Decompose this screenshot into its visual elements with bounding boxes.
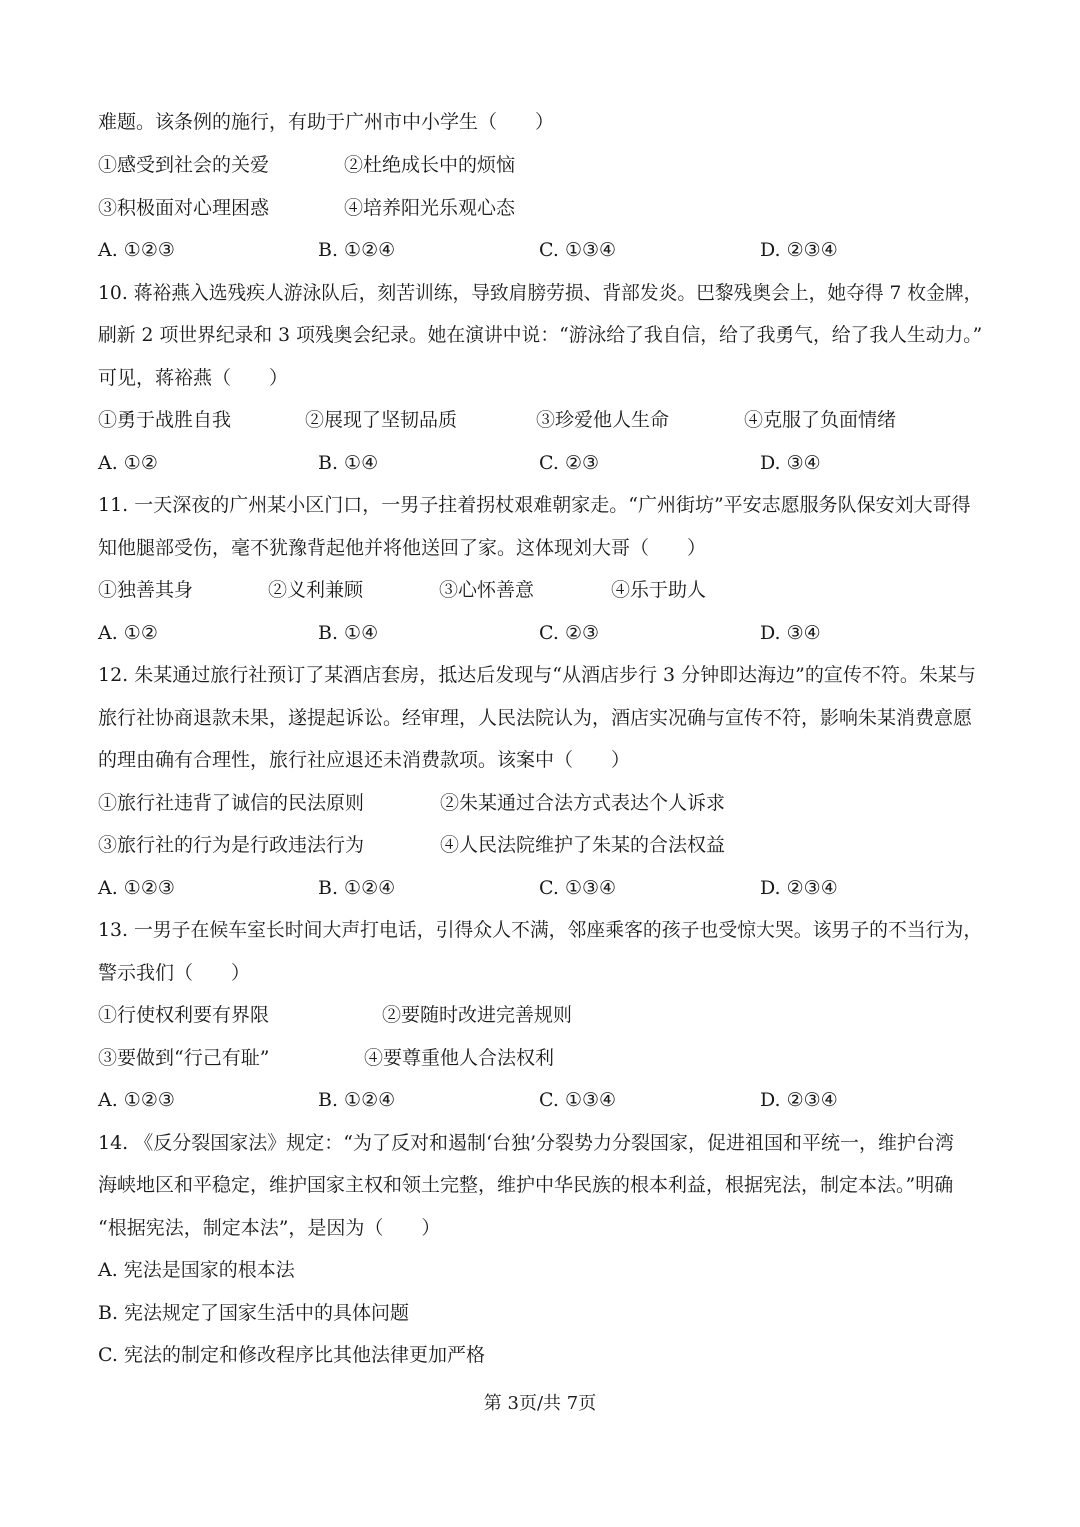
q10-option-d: D. ③④ <box>760 452 821 474</box>
q9-option-c: C. ①③④ <box>539 239 617 261</box>
q9-statement-4: ④培养阳光乐观心态 <box>344 197 516 219</box>
q11-option-b: B. ①④ <box>318 622 379 644</box>
q13-stem-line-1: 13. 一男子在候车室长时间大声打电话，引得众人不满，邻座乘客的孩子也受惊大哭。该男子的不当行为， <box>98 919 983 941</box>
q11-stem-line-1: 11. 一天深夜的广州某小区门口，一男子拄着拐杖艰难朝家走。“广州街坊”平安志愿服务队保安刘大哥得 <box>98 494 971 516</box>
q13-option-c: C. ①③④ <box>539 1089 617 1111</box>
q10-statement-4: ④克服了负面情绪 <box>744 409 897 431</box>
q11-stem-line-2: 知他腿部受伤，毫不犹豫背起他并将他送回了家。这体现刘大哥（ ） <box>98 537 707 559</box>
q12-statement-1: ①旅行社违背了诚信的民法原则 <box>98 792 365 814</box>
q11-option-c: C. ②③ <box>539 622 600 644</box>
q10-statement-3: ③珍爱他人生命 <box>536 409 670 431</box>
q10-stem-line-3: 可见，蒋裕燕（ ） <box>98 367 289 389</box>
q11-statement-3: ③心怀善意 <box>439 579 535 601</box>
q14-option-b: B. 宪法规定了国家生活中的具体问题 <box>98 1302 410 1324</box>
q13-statement-2: ②要随时改进完善规则 <box>382 1004 573 1026</box>
q11-option-a: A. ①② <box>98 622 158 644</box>
q14-stem-line-3: “根据宪法，制定本法”，是因为（ ） <box>98 1217 441 1239</box>
q12-option-a: A. ①②③ <box>98 877 175 899</box>
q12-option-c: C. ①③④ <box>539 877 617 899</box>
q13-statement-1: ①行使权利要有界限 <box>98 1004 270 1026</box>
q9-option-b: B. ①②④ <box>318 239 396 261</box>
q10-option-a: A. ①② <box>98 452 158 474</box>
q11-option-d: D. ③④ <box>760 622 821 644</box>
q9-option-a: A. ①②③ <box>98 239 175 261</box>
q12-statement-2: ②朱某通过合法方式表达个人诉求 <box>440 792 726 814</box>
q10-statement-2: ②展现了坚韧品质 <box>305 409 458 431</box>
q14-option-c: C. 宪法的制定和修改程序比其他法律更加严格 <box>98 1344 485 1366</box>
q12-stem-line-3: 的理由确有合理性，旅行社应退还未消费款项。该案中（ ） <box>98 749 631 771</box>
q9-stem-line: 难题。该条例的施行，有助于广州市中小学生（ ） <box>98 111 555 133</box>
q12-statement-4: ④人民法院维护了朱某的合法权益 <box>440 834 726 856</box>
q12-stem-line-2: 旅行社协商退款未果，遂提起诉讼。经审理，人民法院认为，酒店实况确与宣传不符，影响朱某消费意愿 <box>98 707 973 729</box>
q13-stem-line-2: 警示我们（ ） <box>98 962 251 984</box>
q12-statement-3: ③旅行社的行为是行政违法行为 <box>98 834 365 856</box>
q13-option-a: A. ①②③ <box>98 1089 175 1111</box>
q9-statement-2: ②杜绝成长中的烦恼 <box>344 154 516 176</box>
q12-stem-line-1: 12. 朱某通过旅行社预订了某酒店套房，抵达后发现与“从酒店步行 3 分钟即达海边”的宣传不符。朱某与 <box>98 664 976 686</box>
q13-option-b: B. ①②④ <box>318 1089 396 1111</box>
q10-option-b: B. ①④ <box>318 452 379 474</box>
q14-option-a: A. 宪法是国家的根本法 <box>98 1259 295 1281</box>
q14-stem-line-2: 海峡地区和平稳定，维护国家主权和领土完整，维护中华民族的根本利益，根据宪法，制定本法。”明确 <box>98 1174 954 1196</box>
q12-option-b: B. ①②④ <box>318 877 396 899</box>
q10-option-c: C. ②③ <box>539 452 600 474</box>
q13-statement-3: ③要做到“行己有耻” <box>98 1047 270 1069</box>
q9-statement-3: ③积极面对心理困惑 <box>98 197 270 219</box>
q10-stem-line-2: 刷新 2 项世界纪录和 3 项残奥会纪录。她在演讲中说：“游泳给了我自信，给了我勇气，给了我人生动力。” <box>98 324 983 346</box>
q10-statement-1: ①勇于战胜自我 <box>98 409 232 431</box>
q10-stem-line-1: 10. 蒋裕燕入选残疾人游泳队后，刻苦训练，导致肩膀劳损、背部发炎。巴黎残奥会上，她夺得 7 枚金牌， <box>98 282 983 304</box>
q11-statement-2: ②义利兼顾 <box>268 579 364 601</box>
q11-statement-4: ④乐于助人 <box>611 579 707 601</box>
q9-option-d: D. ②③④ <box>760 239 838 261</box>
q13-option-d: D. ②③④ <box>760 1089 838 1111</box>
page-number: 第 3页/共 7页 <box>483 1393 597 1414</box>
q9-statement-1: ①感受到社会的关爱 <box>98 154 270 176</box>
q12-option-d: D. ②③④ <box>760 877 838 899</box>
q13-statement-4: ④要尊重他人合法权利 <box>364 1047 555 1069</box>
q11-statement-1: ①独善其身 <box>98 579 194 601</box>
q14-stem-line-1: 14. 《反分裂国家法》规定：“为了反对和遏制‘台独’分裂势力分裂国家，促进祖国和平统一，维护台湾 <box>98 1132 955 1154</box>
